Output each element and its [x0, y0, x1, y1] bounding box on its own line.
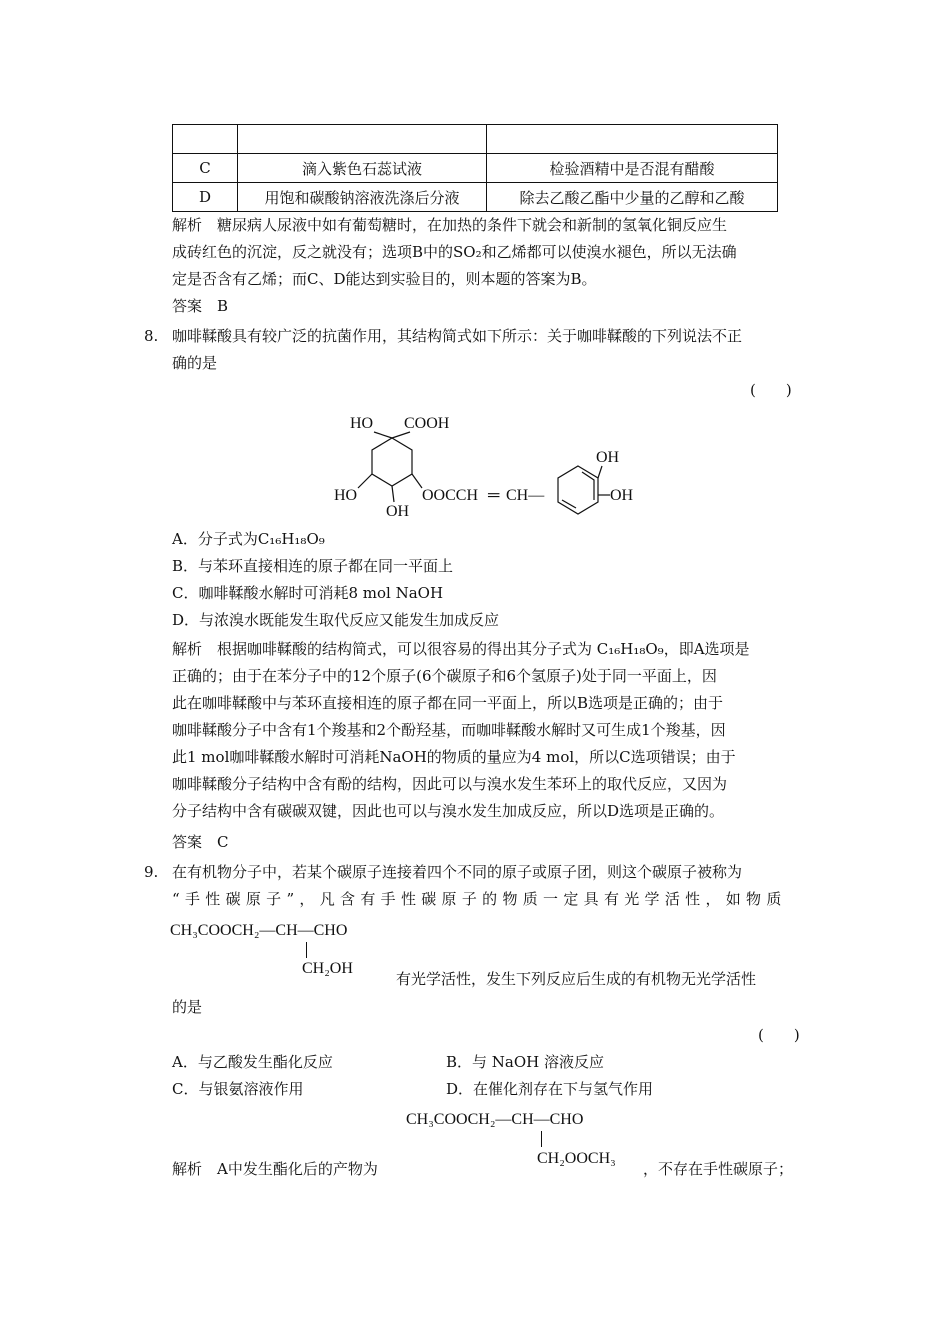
- struct-oh-ring-top: OH: [596, 449, 620, 466]
- table-cell-purpose: 检验酒精中是否混有醋酸: [487, 154, 778, 183]
- q8-answer: 答案 C: [172, 833, 229, 851]
- q8-option-a: A．分子式为C₁₆H₁₈O₉: [172, 530, 325, 548]
- table-row: [173, 154, 778, 183]
- benzene-ring: [558, 466, 598, 514]
- q9-number: 9.: [144, 863, 159, 881]
- q8-option-d: D．与浓溴水既能发生取代反应又能发生加成反应: [172, 611, 500, 629]
- q9-analysis-formula-sub: CH₂OOCH₃: [537, 1150, 616, 1167]
- table-cell-purpose: [487, 125, 778, 154]
- table-cell-action: 滴入紫色石蕊试液: [238, 154, 487, 183]
- q9-stem-line: 有光学活性，发生下列反应后生成的有机物无光学活性: [396, 970, 757, 988]
- q7-analysis-line: 解析 糖尿病人尿液中如有葡萄糖时，在加热的条件下就会和新制的氢氧化铜反应生: [172, 216, 728, 234]
- table-cell-action: [238, 125, 487, 154]
- q7-analysis-line: 定是否含有乙烯；而C、D能达到实验目的，则本题的答案为B。: [172, 270, 597, 288]
- struct-ho-top: HO: [350, 415, 374, 432]
- caffeic-tannic-acid-structure: [330, 408, 660, 523]
- q8-option-b: B．与苯环直接相连的原子都在同一平面上: [172, 557, 454, 575]
- table-cell-purpose: 除去乙酸乙酯中少量的乙醇和乙酸: [487, 183, 778, 212]
- q9-option-c: C．与银氨溶液作用: [172, 1080, 304, 1098]
- struct-ch: CH—: [506, 487, 545, 504]
- q9-stem-line: 在有机物分子中，若某个碳原子连接着四个不同的原子或原子团，则这个碳原子被称为: [172, 863, 743, 881]
- q9-option-b: B．与 NaOH 溶液反应: [446, 1053, 605, 1071]
- table-cell-action: 用饱和碳酸钠溶液洗涤后分液: [238, 183, 487, 212]
- q8-stem-line: 确的是: [172, 354, 218, 372]
- q8-analysis-line: 此1 mol咖啡鞣酸水解时可消耗NaOH的物质的量应为4 mol，所以C选项错误；由于: [172, 748, 736, 766]
- struct-double-bond: ═: [488, 487, 500, 504]
- q8-answer-bracket: ( ): [750, 381, 792, 399]
- q9-formula-main: CH₃COOCH₂—CH—CHO: [170, 922, 348, 939]
- q8-analysis-line: 解析 根据咖啡鞣酸的结构简式，可以很容易的得出其分子式为 C₁₆H₁₈O₉，即A选项是: [172, 640, 750, 658]
- q8-analysis-line: 咖啡鞣酸分子中含有1个羧基和2个酚羟基，而咖啡鞣酸水解时又可生成1个羧基，因: [172, 721, 726, 739]
- q8-analysis-line: 正确的；由于在苯分子中的12个原子(6个碳原子和6个氢原子)处于同一平面上，因: [172, 667, 717, 685]
- q9-analysis-formula-bond: [541, 1131, 542, 1147]
- table-row: [173, 183, 778, 212]
- q9-stem-line: “手性碳原子”，凡含有手性碳原子的物质一定具有光学活性，如物质: [172, 890, 787, 908]
- q8-number: 8.: [144, 327, 159, 345]
- q9-option-d: D．在催化剂存在下与氢气作用: [446, 1080, 654, 1098]
- q9-stem-line: 的是: [172, 998, 203, 1016]
- struct-oh-ring-right: OH: [610, 487, 634, 504]
- q9-option-a: A．与乙酸发生酯化反应: [172, 1053, 333, 1071]
- q7-answer: 答案 B: [172, 297, 229, 315]
- q9-formula-sub: CH₂OH: [302, 960, 353, 977]
- struct-ho-left: HO: [334, 487, 358, 504]
- cyclohexane-ring: [372, 438, 412, 486]
- q8-stem-line: 咖啡鞣酸具有较广泛的抗菌作用，其结构简式如下所示：关于咖啡鞣酸的下列说法不正: [172, 327, 743, 345]
- table-cell-label: D: [173, 183, 238, 212]
- q9-formula-bond: [306, 942, 307, 958]
- struct-cooh: COOH: [404, 415, 450, 432]
- table-cell-label: [173, 125, 238, 154]
- q8-option-c: C．咖啡鞣酸水解时可消耗8 mol NaOH: [172, 584, 444, 602]
- q8-analysis-line: 分子结构中含有碳碳双键，因此也可以与溴水发生加成反应，所以D选项是正确的。: [172, 802, 725, 820]
- q9-analysis-prefix: 解析 A中发生酯化后的产物为: [172, 1160, 378, 1178]
- q7-analysis-line: 成砖红色的沉淀，反之就没有；选项B中的SO₂和乙烯都可以使溴水褪色，所以无法确: [172, 243, 737, 261]
- q9-analysis-suffix: ，不存在手性碳原子；: [643, 1160, 794, 1178]
- q9-analysis-formula-main: CH₃COOCH₂—CH—CHO: [406, 1111, 584, 1128]
- q8-analysis-line: 此在咖啡鞣酸中与苯环直接相连的原子都在同一平面上，所以B选项是正确的；由于: [172, 694, 724, 712]
- q8-analysis-line: 咖啡鞣酸分子结构中含有酚的结构，因此可以与溴水发生苯环上的取代反应，又因为: [172, 775, 728, 793]
- struct-oh-bottom: OH: [386, 503, 410, 520]
- table-row: [173, 125, 778, 154]
- options-table: [172, 124, 778, 212]
- table-cell-label: C: [173, 154, 238, 183]
- q9-answer-bracket: ( ): [758, 1026, 800, 1044]
- struct-chain: OOCCH: [422, 487, 479, 504]
